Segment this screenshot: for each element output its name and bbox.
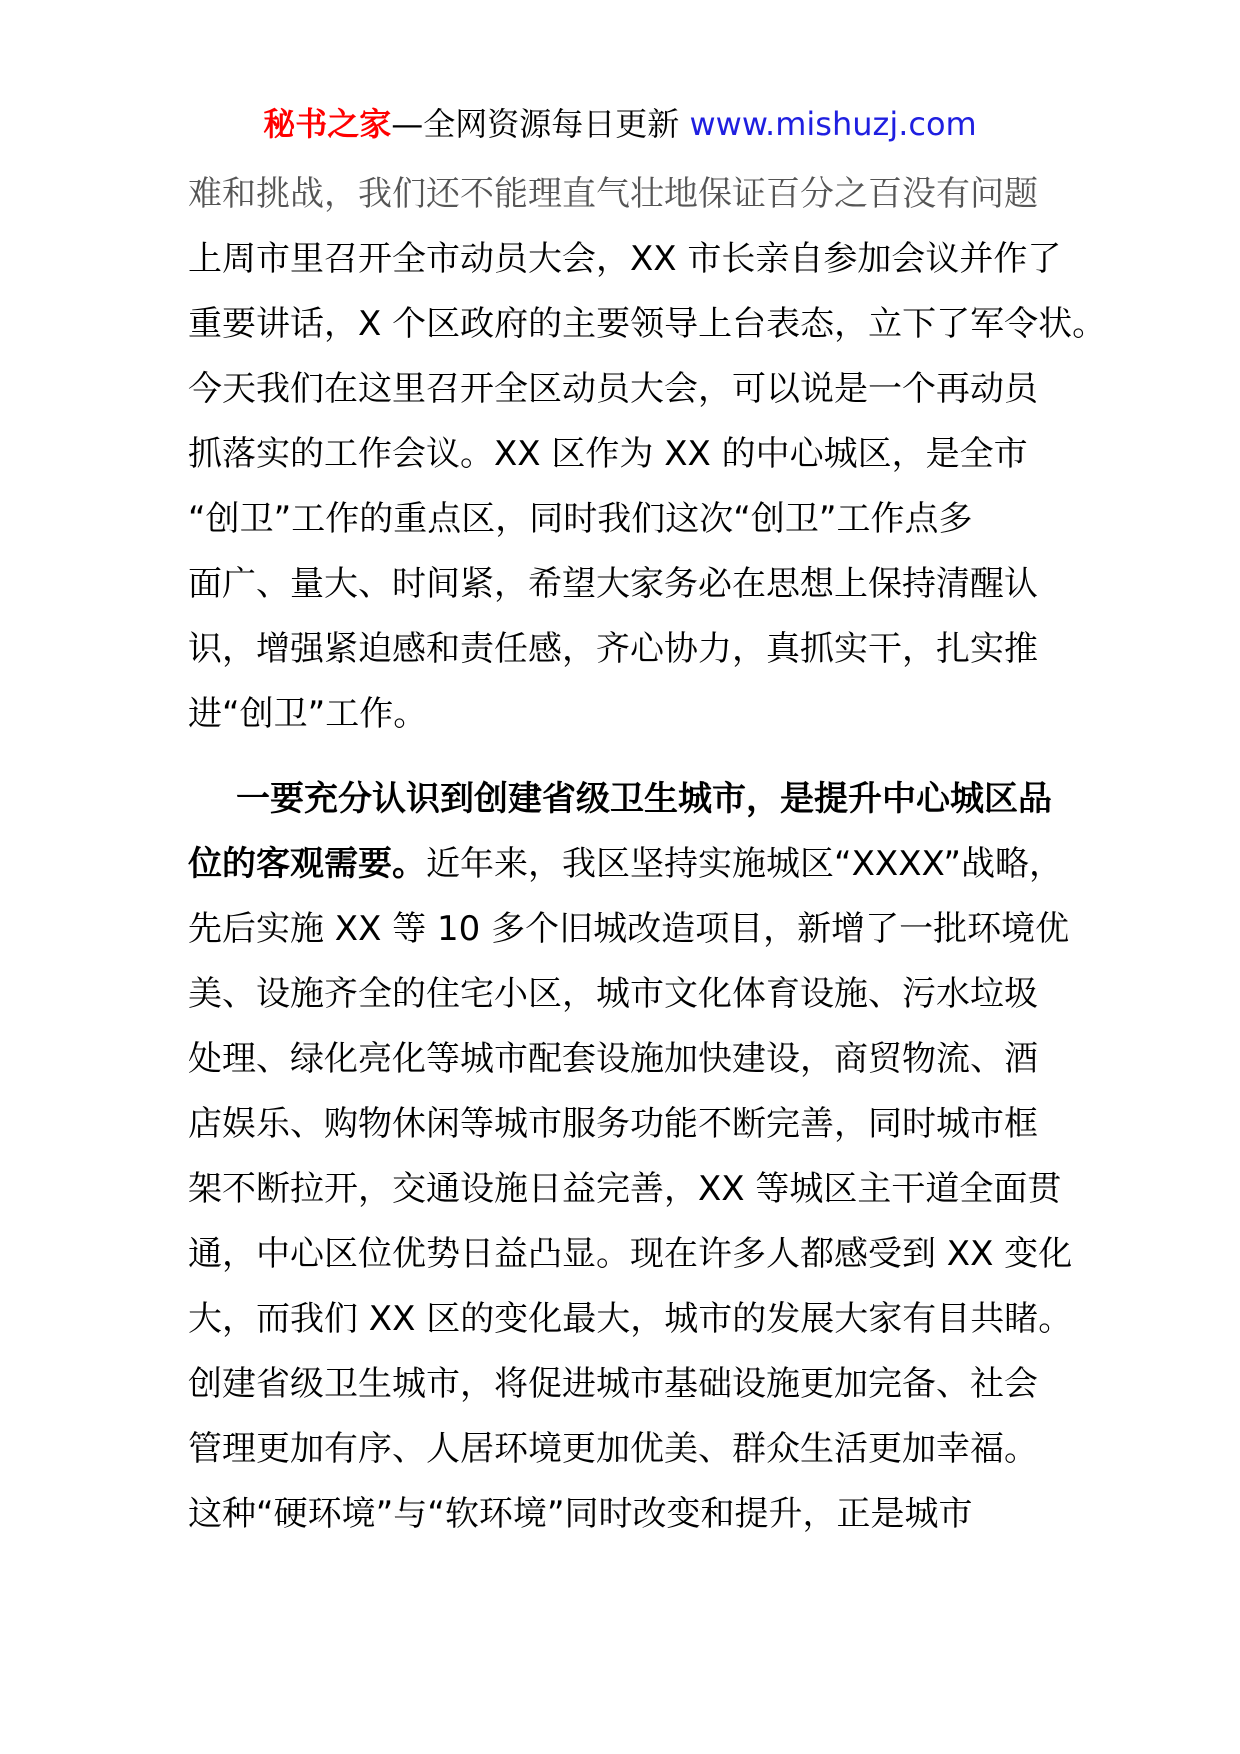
text-line: 先后实施 XX 等 10 多个旧城改造项目，新增了一批环境优 bbox=[188, 909, 1070, 949]
header-slogan: —全网资源每日更新 bbox=[391, 105, 680, 143]
text-line: 面广、量大、时间紧，希望大家务必在思想上保持清醒认 bbox=[188, 564, 1038, 604]
heading-line: 一要充分认识到创建省级卫生城市，是提升中心城区品 bbox=[236, 779, 1052, 819]
text-line: 进“创卫”工作。 bbox=[188, 694, 428, 734]
text-line: 通，中心区位优势日益凸显。现在许多人都感受到 XX 变化 bbox=[188, 1234, 1073, 1274]
text-line: 重要讲话，X 个区政府的主要领导上台表态，立下了军令状。 bbox=[188, 304, 1107, 344]
text-line: 识，增强紧迫感和责任感，齐心协力，真抓实干，扎实推 bbox=[188, 629, 1038, 669]
text-line bbox=[188, 832, 1088, 897]
paragraph-1 bbox=[188, 162, 1107, 747]
text-line: 上周市里召开全市动员大会，XX 市长亲自参加会议并作了 bbox=[188, 239, 1062, 279]
text-line: “创卫”工作的重点区，同时我们这次“创卫”工作点多 bbox=[188, 499, 973, 539]
text-line: 管理更加有序、人居环境更加优美、群众生活更加幸福。 bbox=[188, 1429, 1038, 1469]
paragraph-2 bbox=[188, 767, 1088, 1547]
text-line: 创建省级卫生城市，将促进城市基础设施更加完备、社会 bbox=[188, 1364, 1038, 1404]
text-line: 大，而我们 XX 区的变化最大，城市的发展大家有目共睹。 bbox=[188, 1299, 1073, 1339]
text-line: 美、设施齐全的住宅小区，城市文化体育设施、污水垃圾 bbox=[188, 974, 1038, 1014]
text-line: 今天我们在这里召开全区动员大会，可以说是一个再动员 bbox=[188, 369, 1038, 409]
site-url-link[interactable]: www.mishuzj.com bbox=[689, 105, 977, 143]
text-line: 这种“硬环境”与“软环境”同时改变和提升，正是城市 bbox=[188, 1494, 973, 1534]
text-line: 抓落实的工作会议。XX 区作为 XX 的中心城区，是全市 bbox=[188, 434, 1028, 474]
text-line: 难和挑战，我们还不能理直气壮地保证百分之百没有问题 bbox=[188, 174, 1038, 214]
heading-line-end: 位的客观需要。 bbox=[188, 844, 426, 884]
text-line-rest: 近年来，我区坚持实施城区“XXXX”战略， bbox=[426, 844, 1064, 884]
text-line: 店娱乐、购物休闲等城市服务功能不断完善，同时城市框 bbox=[188, 1104, 1038, 1144]
paragraph-gap bbox=[188, 747, 1088, 767]
text-line: 架不断拉开，交通设施日益完善，XX 等城区主干道全面贯 bbox=[188, 1169, 1062, 1209]
brand-name: 秘书之家 bbox=[263, 105, 392, 143]
site-header bbox=[0, 102, 1240, 146]
text-line: 处理、绿化亮化等城市配套设施加快建设，商贸物流、酒 bbox=[188, 1039, 1038, 1079]
document-body bbox=[188, 162, 1107, 1547]
